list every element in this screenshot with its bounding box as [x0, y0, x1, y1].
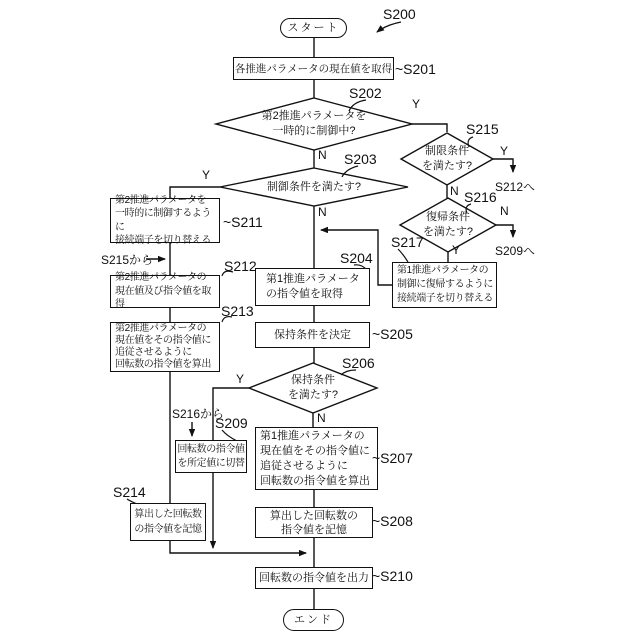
process-s208: 算出した回転数の 指令値を記憶 [255, 507, 373, 538]
step-label-s206: S206 [342, 355, 375, 371]
branch-s202-yes: Y [412, 97, 421, 111]
step-label-s217: S217 [391, 234, 424, 250]
decision-s206-text: 保持条件 を満たす? [287, 374, 339, 401]
jump-to-s212: S212へ [495, 180, 536, 194]
step-label-s215: S215 [466, 121, 499, 137]
decision-s203-text: 制御条件を満たす? [266, 180, 362, 193]
leader-s217 [398, 249, 408, 262]
step-label-s210: ~S210 [372, 568, 413, 584]
branch-s203-yes: Y [202, 168, 211, 182]
figure-label-pointer [377, 22, 401, 32]
end-terminal: エンド [283, 609, 344, 631]
step-label-s204: S204 [340, 250, 373, 266]
process-s213: 第2推進パラメータの 現在値をその指令値に 追従させるように 回転数の指令値を算出 [110, 322, 220, 372]
process-s207: 第1推進パラメータの 現在値をその指令値に 追従させるように 回転数の指令値を算出 [255, 427, 378, 490]
process-s205: 保持条件を決定 [255, 322, 370, 348]
step-label-s211: ~S211 [223, 214, 263, 230]
branch-s203-no: N [318, 205, 327, 219]
step-label-s201: ~S201 [395, 61, 436, 77]
process-s211: 第2推進パラメータを 一時的に制御するように 接続端子を切り替える [110, 198, 220, 243]
process-s214: 算出した回転数 の指令値を記憶 [130, 503, 206, 541]
process-s210: 回転数の指令値を出力 [255, 567, 373, 589]
step-label-s207: ~S207 [372, 450, 413, 466]
step-label-s212: S212 [224, 258, 257, 274]
branch-s215-yes: Y [500, 144, 509, 158]
process-s209: 回転数の指令値 を所定値に切替 [175, 440, 247, 473]
branch-s206-no: N [317, 411, 326, 425]
branch-s206-yes: Y [236, 372, 245, 386]
decision-s202-text: 第2推進パラメータを 一時的に制御中? [261, 110, 367, 137]
branch-s216-yes: Y [452, 243, 461, 257]
process-s212: 第2推進パラメータの 現在値及び指令値を取得 [110, 275, 220, 308]
process-s204: 第1推進パラメータ の指令値を取得 [255, 268, 370, 306]
branch-s216-no: N [500, 204, 509, 218]
edge-s216n-jump [496, 225, 513, 237]
start-terminal: スタート [280, 18, 347, 38]
edge-s215y-jump [493, 159, 513, 172]
branch-s215-no: N [450, 184, 459, 198]
jump-to-s209: S209へ [495, 244, 536, 258]
step-label-s208: ~S208 [372, 513, 413, 529]
step-label-s203: S203 [344, 151, 377, 167]
step-label-s214: S214 [113, 484, 146, 500]
jump-from-s215: S215から [101, 253, 154, 267]
step-label-s209: S209 [215, 415, 248, 431]
process-s217: 第1推進パラメータの 制御に復帰するように 接続端子を切り替える [392, 262, 497, 308]
decision-s215-text: 制限条件 を満たす? [421, 145, 473, 172]
jump-from-s216: S216から [172, 407, 225, 421]
branch-s202-no: N [318, 148, 327, 162]
process-s201: 各推進パラメータの現在値を取得 [233, 57, 394, 80]
step-label-s202: S202 [349, 85, 382, 101]
step-label-s213: S213 [221, 303, 254, 319]
step-label-s205: ~S205 [372, 326, 413, 342]
step-label-s216: S216 [464, 189, 497, 205]
figure-id-label: S200 [383, 6, 416, 22]
edge-s202y-s215 [412, 124, 447, 132]
decision-s216-text: 復帰条件 を満たす? [422, 211, 474, 238]
